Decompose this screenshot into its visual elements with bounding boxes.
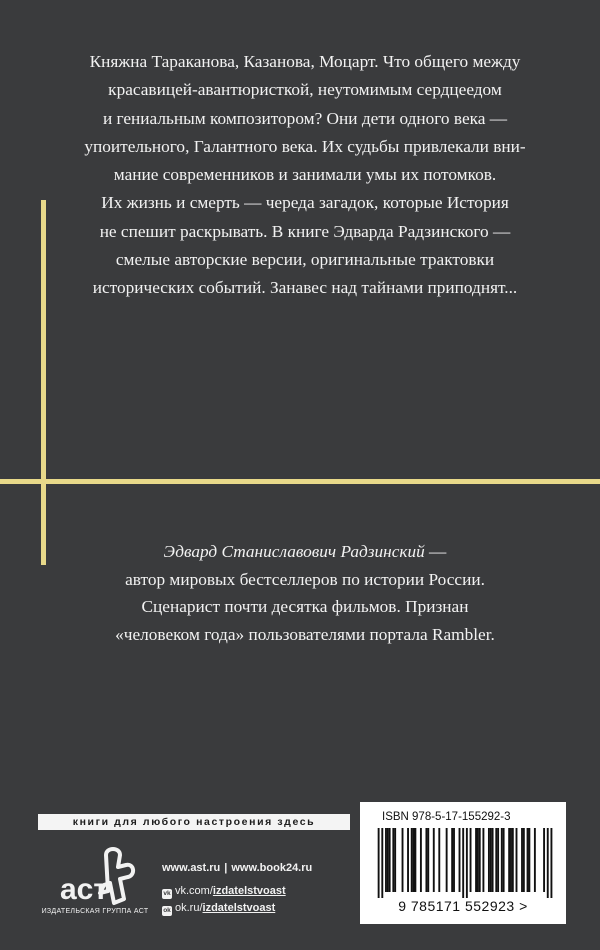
- barcode-bar: [411, 828, 413, 892]
- barcode-bar: [381, 828, 383, 898]
- barcode-bar: [503, 828, 505, 892]
- annotation-line: и гениальным композитором? Они дети одного века —: [102, 108, 508, 128]
- ast-website-link[interactable]: www.ast.ru: [162, 862, 221, 874]
- author-bio: [60, 538, 550, 648]
- barcode-panel: [360, 802, 566, 924]
- annotation-line: красавицей-авантюристкой, неутомимым сердцеедом: [108, 80, 502, 100]
- bio-line: «человеком года» пользователями портала Rambler.: [115, 624, 495, 644]
- vk-link-prefix: vk.com/: [175, 885, 213, 897]
- barcode-bar: [495, 828, 497, 892]
- ok-icon: ok: [163, 907, 171, 914]
- author-name-line: [60, 538, 550, 566]
- book24-website-link[interactable]: www.book24.ru: [231, 862, 313, 874]
- barcode-bar: [521, 828, 523, 892]
- website-links: [162, 862, 312, 874]
- annotation-line: упоительного, Галантного века. Их судьбы привлекали вни-: [84, 136, 526, 156]
- barcode-bar: [414, 828, 416, 892]
- annotation-line: мание современников и занимали умы их потомков.: [113, 165, 497, 185]
- link-separator: |: [224, 862, 228, 874]
- barcode-bar: [433, 828, 435, 892]
- bio-line: Сценарист почти десятка фильмов. Признан: [141, 597, 469, 616]
- barcode-bar: [488, 828, 490, 892]
- barcode-bar: [534, 828, 536, 892]
- vk-link[interactable]: [162, 885, 286, 899]
- barcode-bar: [475, 828, 477, 892]
- barcode-bar: [510, 828, 512, 892]
- barcode-bar: [407, 828, 409, 892]
- barcode-bar: [482, 828, 484, 892]
- barcode-bar: [550, 828, 552, 898]
- barcode-bar: [462, 828, 464, 898]
- vk-link-handle: izdatelstvoast: [212, 885, 286, 897]
- barcode-bar: [512, 828, 514, 892]
- barcode-digits: 9 785171 552923 >: [398, 898, 528, 914]
- logo-text: аст: [59, 873, 109, 906]
- book-annotation: [60, 48, 550, 303]
- annotation-line: Княжна Тараканова, Казанова, Моцарт. Что общего между: [89, 52, 521, 71]
- author-name: Эдвард Станиславович Радзинский: [163, 542, 425, 561]
- barcode-icon: [374, 828, 556, 898]
- barcode-bar: [501, 828, 503, 892]
- publisher-tagline: книги для любого настроения здесь: [38, 814, 350, 830]
- barcode-bar: [497, 828, 499, 892]
- barcode-bar: [451, 828, 453, 892]
- ok-link-handle: izdatelstvoast: [202, 902, 276, 914]
- barcode-bar: [470, 828, 472, 892]
- barcode-bar: [402, 828, 404, 892]
- barcode-bar: [477, 828, 479, 892]
- annotation-line: Их жизнь и смерть — череда загадок, которые История: [101, 193, 509, 213]
- barcode-bar: [413, 828, 415, 892]
- barcode-bar: [543, 828, 545, 892]
- barcode-bar: [527, 828, 529, 892]
- barcode-bar: [523, 828, 525, 892]
- barcode-bar: [459, 828, 461, 892]
- barcode-bar: [528, 828, 530, 892]
- ok-link-prefix: ok.ru/: [175, 902, 203, 914]
- barcode-bar: [479, 828, 481, 892]
- barcode-bar: [516, 828, 518, 892]
- barcode-bar: [387, 828, 389, 892]
- barcode-bar: [385, 828, 387, 892]
- publisher-group-caption: ИЗДАТЕЛЬСКАЯ ГРУППА АСТ: [41, 908, 149, 915]
- barcode-bar: [378, 828, 380, 898]
- vk-icon: vk: [163, 890, 171, 897]
- barcode-bar: [392, 828, 394, 892]
- ast-logo-icon: [48, 833, 148, 933]
- barcode-bar: [490, 828, 492, 892]
- barcode-bar: [438, 828, 440, 892]
- ok-link[interactable]: [162, 902, 275, 916]
- barcode-bar: [420, 828, 422, 892]
- annotation-line: исторических событий. Занавес над тайнами приподнят...: [92, 278, 518, 298]
- isbn-number: ISBN 978-5-17-155292-3: [382, 811, 511, 823]
- barcode-bar: [492, 828, 494, 892]
- annotation-line: не спешит раскрывать. В книге Эдварда Радзинского —: [99, 221, 511, 241]
- author-name-dash: —: [424, 542, 447, 561]
- barcode-bar: [389, 828, 391, 892]
- barcode-bar: [466, 828, 468, 898]
- barcode-bar: [425, 828, 427, 892]
- barcode-bar: [427, 828, 429, 892]
- barcode-bar: [508, 828, 510, 892]
- annotation-line: смелые авторские версии, оригинальные трактовки: [115, 250, 495, 270]
- barcode-bar: [394, 828, 396, 892]
- barcode-bar: [453, 828, 455, 892]
- barcode-bar: [547, 828, 549, 898]
- bio-line: автор мировых бестселлеров по истории России.: [125, 569, 485, 589]
- decorative-horizontal-line: [0, 479, 600, 484]
- barcode-bar: [446, 828, 448, 892]
- decorative-vertical-line: [41, 200, 46, 565]
